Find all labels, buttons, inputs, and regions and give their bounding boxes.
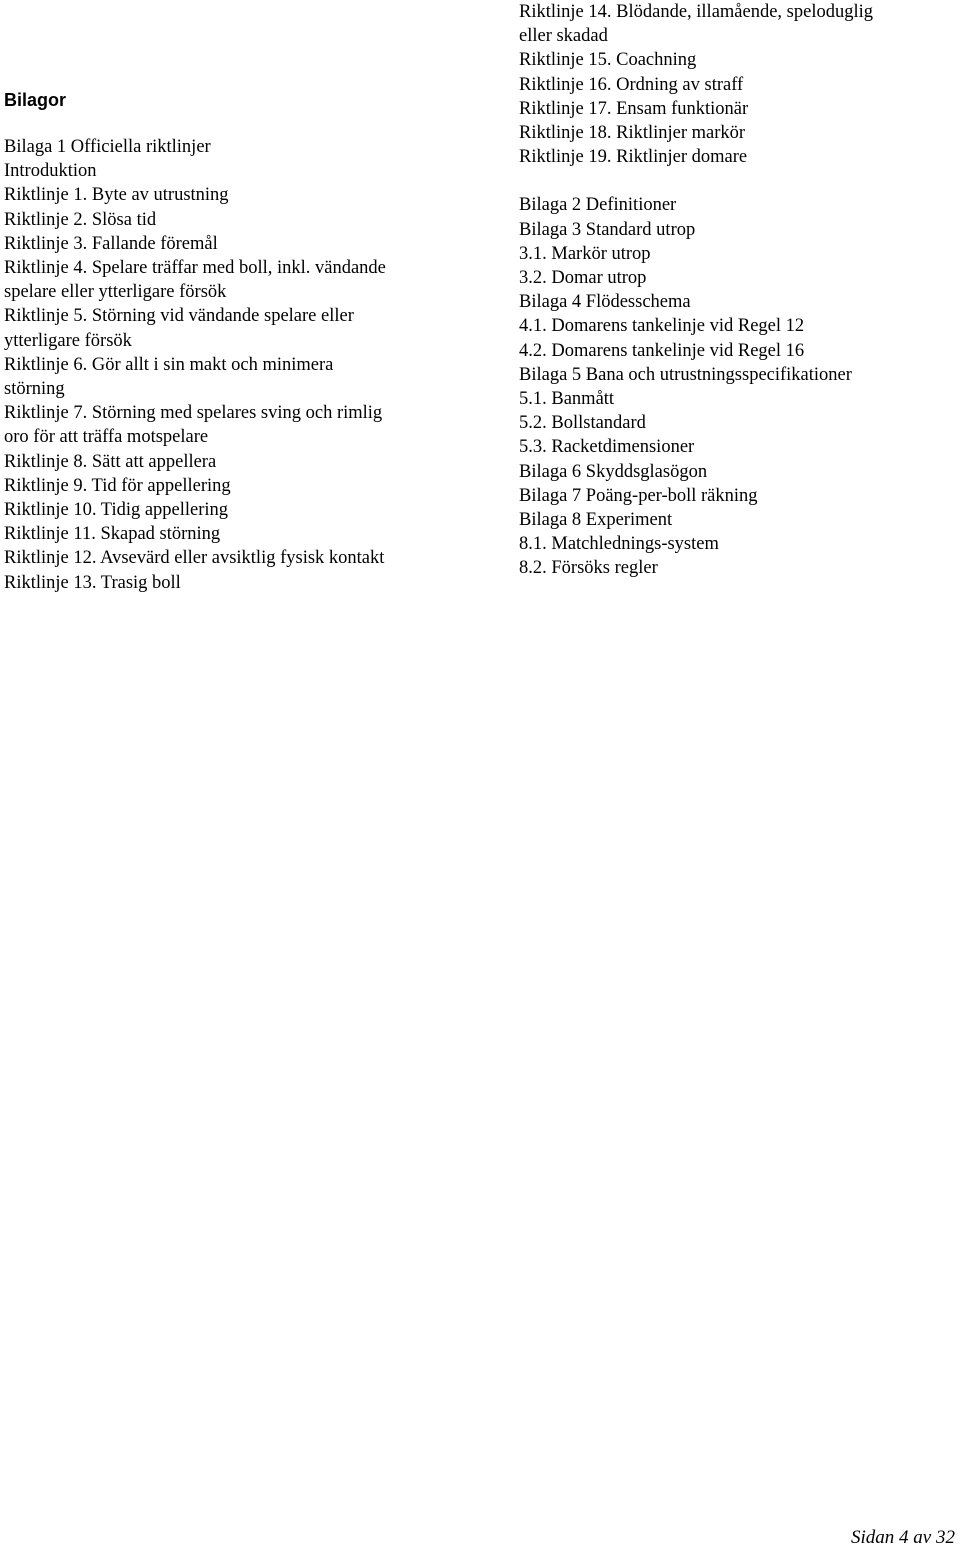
toc-line: Bilaga 5 Bana och utrustningsspecifikationer	[519, 364, 852, 385]
toc-line: Riktlinje 2. Slösa tid	[4, 209, 157, 230]
toc-line: Riktlinje 15. Coachning	[519, 50, 697, 71]
toc-line: oro för att träffa motspelare	[4, 427, 209, 448]
toc-line: eller skadad	[519, 26, 608, 47]
toc-line: Riktlinje 1. Byte av utrustning	[4, 185, 229, 206]
toc-line: 5.3. Racketdimensioner	[519, 437, 695, 458]
toc-line: Riktlinje 4. Spelare träffar med boll, inkl. vändande	[4, 258, 386, 279]
toc-line: Riktlinje 10. Tidig appellering	[4, 500, 229, 521]
toc-line: Riktlinje 14. Blödande, illamående, speloduglig	[519, 2, 874, 22]
toc-line: Riktlinje 6. Gör allt i sin makt och minimera	[4, 354, 334, 375]
toc-line: 4.2. Domarens tankelinje vid Regel 16	[519, 340, 805, 361]
toc-line: Introduktion	[4, 161, 97, 182]
toc-line: spelare eller ytterligare försök	[4, 282, 227, 303]
toc-line: Riktlinje 3. Fallande föremål	[4, 233, 218, 254]
toc-line: Riktlinje 7. Störning med spelares sving och rimlig	[4, 403, 383, 424]
toc-line: Riktlinje 12. Avsevärd eller avsiktlig fysisk kontakt	[4, 548, 385, 569]
toc-line: Bilaga 2 Definitioner	[519, 195, 677, 216]
toc-line: Riktlinje 5. Störning vid vändande spelare eller	[4, 306, 354, 327]
toc-line: 3.1. Markör utrop	[519, 243, 651, 264]
toc-line: 3.2. Domar utrop	[519, 268, 647, 289]
toc-line: Riktlinje 9. Tid för appellering	[4, 475, 231, 496]
toc-line: Riktlinje 19. Riktlinjer domare	[519, 147, 748, 168]
toc-line: Riktlinje 16. Ordning av straff	[519, 74, 744, 95]
toc-line: Bilaga 6 Skyddsglasögon	[519, 461, 708, 482]
toc-line: Riktlinje 18. Riktlinjer markör	[519, 123, 746, 144]
toc-line: Bilaga 7 Poäng-per-boll räkning	[519, 485, 758, 506]
toc-line: Bilaga 3 Standard utrop	[519, 219, 696, 240]
toc-line: störning	[4, 379, 65, 400]
toc-line: Bilaga 8 Experiment	[519, 510, 673, 531]
toc-line: Riktlinje 11. Skapad störning	[4, 524, 221, 545]
toc-line: Riktlinje 13. Trasig boll	[4, 572, 181, 593]
page-number: Sidan 4 av 32	[851, 1527, 955, 1548]
toc-left-column	[4, 135, 464, 595]
toc-line: Riktlinje 8. Sätt att appellera	[4, 451, 217, 472]
page-heading: Bilagor	[4, 90, 67, 110]
toc-line: 8.1. Matchlednings-system	[519, 534, 719, 555]
toc-line: Bilaga 1 Officiella riktlinjer	[4, 137, 211, 157]
toc-line: 8.2. Försöks regler	[519, 558, 658, 579]
toc-line: ytterligare försök	[4, 330, 132, 351]
toc-right-column	[519, 0, 939, 581]
toc-line: Riktlinje 17. Ensam funktionär	[519, 98, 749, 119]
toc-line: 5.1. Banmått	[519, 389, 615, 410]
toc-line: 4.1. Domarens tankelinje vid Regel 12	[519, 316, 805, 337]
toc-line: 5.2. Bollstandard	[519, 413, 646, 434]
toc-line: Bilaga 4 Flödesschema	[519, 292, 691, 313]
